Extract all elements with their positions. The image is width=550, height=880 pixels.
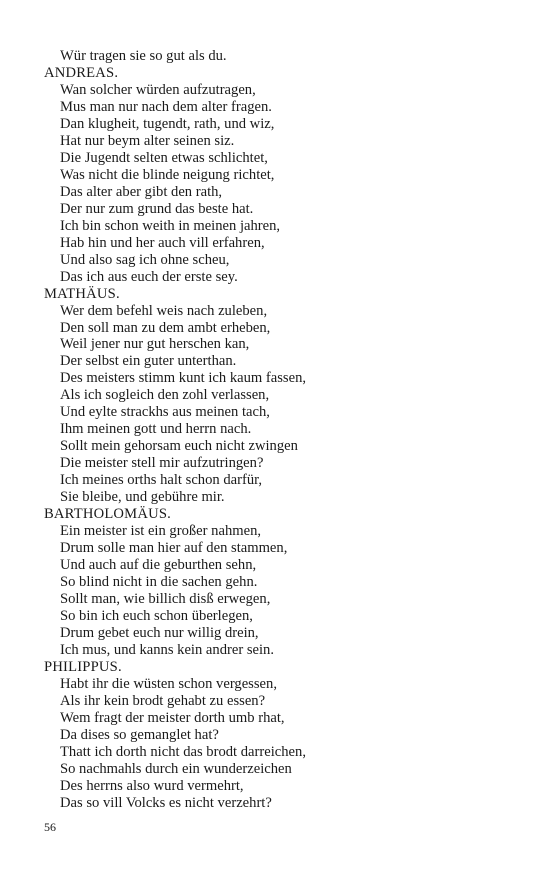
verse-line: Was nicht die blinde neigung richtet, (60, 166, 275, 183)
verse-line: Wer dem befehl weis nach zuleben, (60, 302, 268, 319)
verse-line: Und auch auf die geburthen sehn, (60, 557, 257, 574)
verse-line: Habt ihr die wüsten schon vergessen, (60, 675, 277, 692)
verse-line: Sollt man, wie billich disß erwegen, (60, 591, 271, 607)
verse-line: Drum gebet euch nur willig drein, (60, 624, 259, 641)
verse-line: Die meister stell mir aufzutringen? (60, 455, 264, 472)
verse-line: Ihm meinen gott und herrn nach. (60, 421, 252, 438)
verse-line: Der nur zum grund das beste hat. (60, 200, 254, 217)
verse-line: Ich mus, und kanns kein andrer sein. (60, 641, 274, 658)
verse-line: Und also sag ich ohne scheu, (60, 251, 230, 268)
verse-line: So blind nicht in die sachen gehn. (60, 574, 258, 591)
verse-line: So nachmahls durch ein wunderzeichen (60, 760, 292, 777)
text-page (44, 48, 514, 812)
verse-line: Mus man nur nach dem alter fragen. (60, 98, 272, 115)
speaker-name: ANDREAS. (44, 64, 119, 81)
verse-line: Ein meister ist ein großer nahmen, (60, 523, 262, 540)
verse-line: Wem fragt der meister dorth umb rhat, (60, 709, 285, 726)
verse-line: Der selbst ein guter unterthan. (60, 353, 237, 370)
speaker-name: MATHÄUS. (44, 285, 120, 302)
verse-line: Hab hin und her auch vill erfahren, (60, 234, 265, 251)
verse-line: Das ich aus euch der erste sey. (60, 268, 238, 285)
speaker-name: BARTHOLOMÄUS. (44, 506, 171, 523)
verse-line: Die Jugendt selten etwas schlichtet, (60, 149, 268, 166)
verse-line: So bin ich euch schon überlegen, (60, 607, 253, 624)
verse-line: Ich meines orths halt schon darfür, (60, 472, 263, 489)
verse-line: Des meisters stimm kunt ich kaum fassen, (60, 370, 307, 387)
verse-line: Weil jener nur gut herschen kan, (60, 336, 250, 353)
verse-line: Dan klugheit, tugendt, rath, und wiz, (60, 115, 275, 132)
verse-line: Den soll man zu dem ambt erheben, (60, 319, 271, 336)
verse-line: Hat nur beym alter seinen siz. (60, 132, 235, 149)
speaker-name: PHILIPPUS. (44, 658, 122, 675)
verse-line: Ich bin schon weith in meinen jahren, (60, 217, 281, 234)
verse-line: Und eylte strackhs aus meinen tach, (60, 404, 270, 421)
verse-line: Drum solle man hier auf den stammen, (60, 540, 288, 557)
verse-line: Da dises so gemanglet hat? (60, 726, 219, 743)
page-number: 56 (44, 820, 56, 834)
verse-line: Sollt mein gehorsam euch nicht zwingen (60, 438, 298, 455)
verse-line: Als ich sogleich den zohl verlassen, (60, 387, 270, 404)
verse-line: Des herrns also wurd vermehrt, (60, 777, 244, 794)
verse-line: Das alter aber gibt den rath, (60, 183, 223, 200)
verse-line: Sie bleibe, und gebühre mir. (60, 489, 225, 506)
verse-line: Thatt ich dorth nicht das brodt darreichen, (60, 743, 306, 760)
verse-line: Wan solcher würden aufzutragen, (60, 81, 256, 98)
verse-line: Das so vill Volcks es nicht verzehrt? (60, 794, 272, 811)
verse-line: Wür tragen sie so gut als du. (60, 48, 227, 64)
verse-line: Als ihr kein brodt gehabt zu essen? (60, 692, 266, 709)
